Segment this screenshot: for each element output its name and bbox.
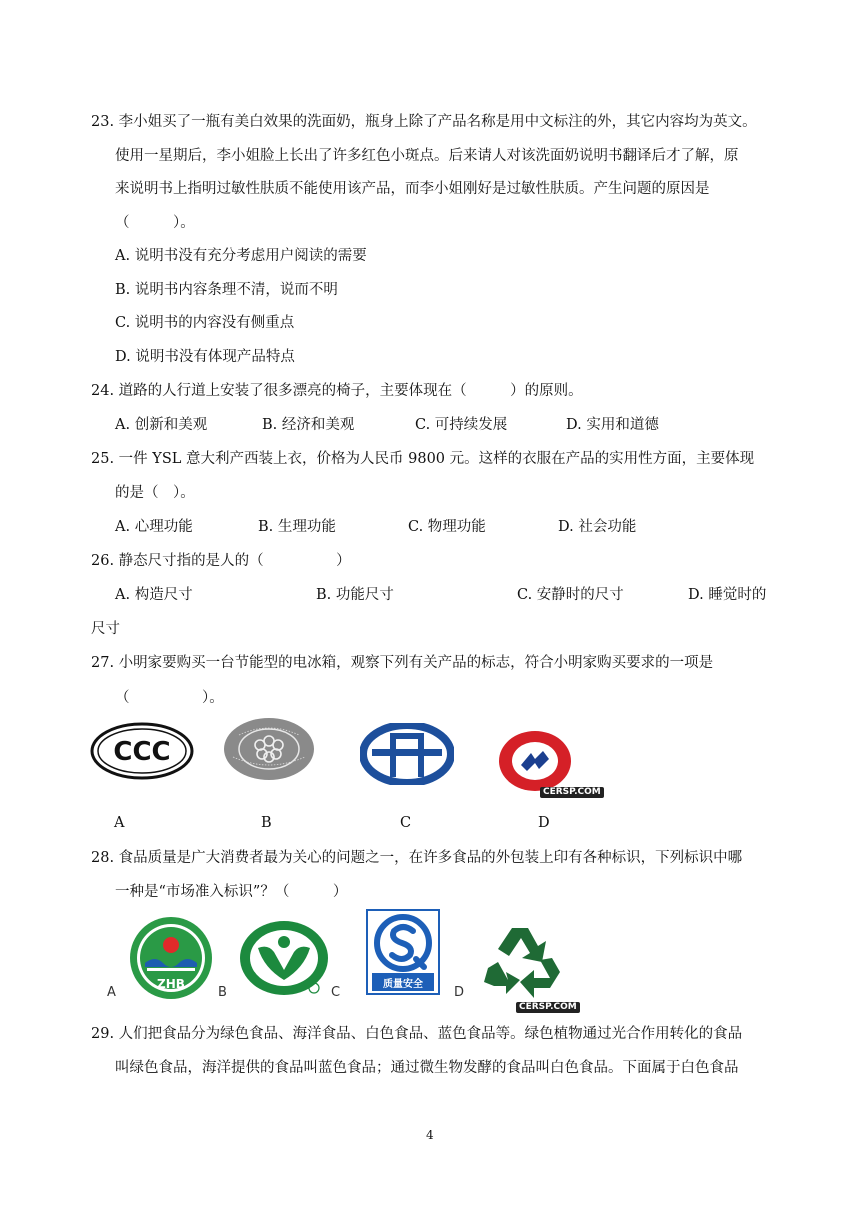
q26-wrap: 尺寸 [91,621,120,637]
q26-option-c: C. 安静时的尺寸 [517,587,624,603]
q24-option-a: A. 创新和美观 [115,417,208,433]
red-energy-mark-logo [497,729,573,793]
q25-option-d: D. 社会功能 [558,519,637,535]
zhb-green-logo [125,915,217,1001]
q25-line2: 的是（ ）。 [115,485,195,501]
q27-label-d: D [538,815,550,831]
zhb-logo-text: ZHB [157,977,185,991]
q27-label-c: C [400,815,412,831]
q28-line2: 一种是“市场准入标识”？（ ） [115,884,348,900]
ccc-certification-logo [90,722,194,780]
q25-option-a: A. 心理功能 [115,519,193,535]
ccc-logo-text: CCC [113,737,171,767]
q27-line1: 27. 小明家要购买一台节能型的电冰箱，观察下列有关产品的标志，符合小明家购买要求的一项是 [91,655,714,671]
q25-line1: 25. 一件 YSL 意大利产西装上衣，价格为人民币 9800 元。这样的衣服在产品的实用性方面，主要体现 [91,451,755,467]
q28-label-b: B [218,985,227,1000]
recycle-logo [476,920,568,1000]
q25-option-c: C. 物理功能 [408,519,486,535]
q26-option-d: D. 睡觉时的 [688,587,767,603]
environmental-label-logo [223,717,315,781]
q27-label-a: A [114,815,125,831]
q27-label-b: B [261,815,272,831]
qs-logo-text: 质量安全 [383,979,423,990]
q28-line1: 28. 食品质量是广大消费者最为关心的问题之一，在许多食品的外包装上印有各种标识，下列标识中哪 [91,850,743,866]
q24-stem: 24. 道路的人行道上安装了很多漂亮的椅子，主要体现在（ ）的原则。 [91,383,583,399]
q26-option-b: B. 功能尺寸 [316,587,394,603]
q26-stem: 26. 静态尺寸指的是人的（ ） [91,553,351,569]
q28-label-c: C [331,985,341,1000]
q27-line2: （ ）。 [115,690,224,706]
q28-label-d: D [454,985,465,1000]
q26-option-a: A. 构造尺寸 [115,587,193,603]
q23-line1: 23. 李小姐买了一瓶有美白效果的洗面奶，瓶身上除了产品名称是用中文标注的外，其它内容均为英文。 [91,114,757,130]
q23-line4: （ ）。 [115,215,195,231]
qs-quality-safety-logo [366,909,440,995]
q24-option-c: C. 可持续发展 [415,417,508,433]
page-number: 4 [426,1128,434,1142]
q24-option-d: D. 实用和道德 [566,417,659,433]
q23-line2: 使用一星期后，李小姐脸上长出了许多红色小斑点。后来请人对该洗面奶说明书翻译后才了解，原 [115,148,739,164]
green-food-logo [238,918,330,998]
cersp-watermark-q27: CERSP.COM [540,787,604,798]
q24-option-b: B. 经济和美观 [262,417,355,433]
q28-label-a: A [107,985,116,1000]
q23-option-d: D. 说明书没有体现产品特点 [115,349,295,365]
q23-option-b: B. 说明书内容条理不清，说而不明 [115,282,338,298]
q23-option-a: A. 说明书没有充分考虑用户阅读的需要 [115,248,367,264]
q29-line2: 叫绿色食品，海洋提供的食品叫蓝色食品；通过微生物发酵的食品叫白色食品。下面属于白色食品 [115,1060,739,1076]
q25-option-b: B. 生理功能 [258,519,336,535]
cersp-watermark-q28: CERSP.COM [516,1002,580,1013]
q23-line3: 来说明书上指明过敏性肤质不能使用该产品，而李小姐刚好是过敏性肤质。产生问题的原因是 [115,181,710,197]
q29-line1: 29. 人们把食品分为绿色食品、海洋食品、白色食品、蓝色食品等。绿色植物通过光合作用转化的食品 [91,1026,743,1042]
blue-circle-mark-logo [360,723,454,785]
q23-option-c: C. 说明书的内容没有侧重点 [115,315,295,331]
